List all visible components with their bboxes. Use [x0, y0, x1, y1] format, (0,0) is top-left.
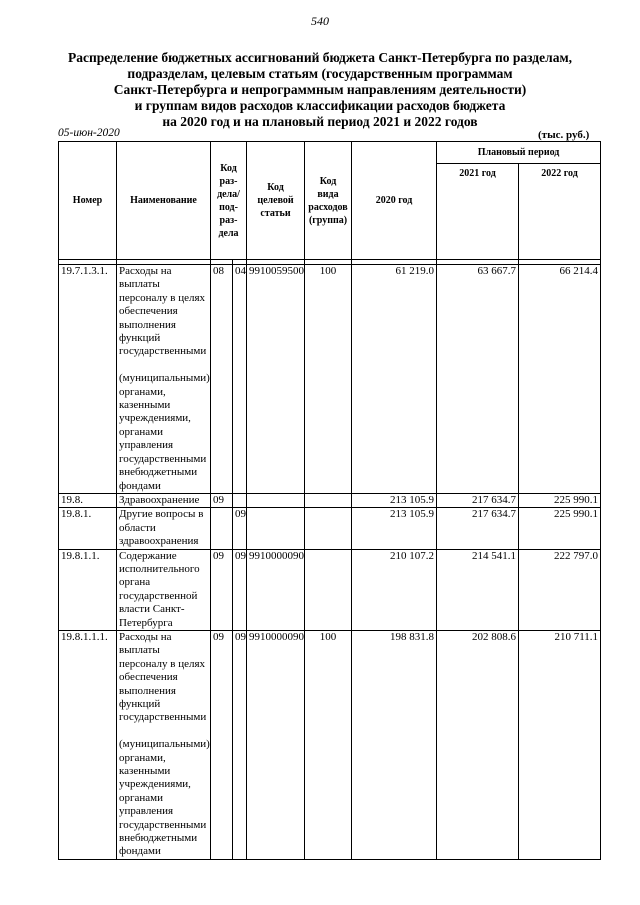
- row-subsection: 04: [233, 265, 247, 494]
- row-section: [211, 508, 233, 549]
- row-target: 9910059500: [247, 265, 305, 494]
- row-kind: 100: [305, 630, 352, 859]
- row-2020: 213 105.9: [352, 508, 437, 549]
- row-name-line: функций: [119, 332, 161, 345]
- row-name-line: Расходы на: [119, 265, 172, 277]
- row-name-line: казенными: [119, 765, 171, 778]
- header-section-line: дела/: [217, 188, 240, 200]
- row-subsection: 09: [233, 630, 247, 859]
- row-name-line: власти Санкт-: [119, 603, 185, 616]
- row-name-line: органами: [119, 791, 164, 804]
- row-name-line: государственными: [119, 452, 207, 465]
- document-title: [40, 50, 600, 130]
- header-target-line: Код: [267, 182, 284, 193]
- row-subsection: 09: [233, 508, 247, 549]
- row-name-line: выполнения: [119, 318, 176, 331]
- row-target: [247, 508, 305, 549]
- row-name-line: органами: [119, 425, 164, 438]
- row-2022: 222 797.0: [519, 549, 601, 630]
- row-name-line: государственной: [119, 589, 198, 602]
- row-name-line: (муниципальными): [119, 372, 210, 385]
- row-target: 9910000090: [247, 549, 305, 630]
- row-name-line: Здравоохранение: [119, 493, 200, 506]
- row-name-line: государственными: [119, 345, 207, 358]
- row-name-line: исполнительного: [119, 562, 200, 575]
- header-section-line: Код: [220, 162, 237, 174]
- row-name-line: персоналу в целях: [119, 657, 206, 670]
- row-name-line: органами,: [119, 385, 166, 398]
- row-name-line: государственными: [119, 818, 207, 831]
- row-name-line: фондами: [119, 845, 161, 858]
- row-name-line: [119, 359, 208, 372]
- row-2021: 63 667.7: [437, 265, 519, 494]
- budget-table: [58, 141, 601, 860]
- header-2020: 2020 год: [352, 142, 437, 260]
- row-name: [117, 630, 211, 859]
- row-2022: 225 990.1: [519, 508, 601, 549]
- header-kind-line: Код: [319, 175, 337, 187]
- header-planned-period: Плановый период: [437, 142, 601, 164]
- row-name-line: Содержание: [119, 549, 177, 562]
- header-kind-line: (группа): [308, 214, 348, 226]
- row-kind: [305, 549, 352, 630]
- row-name-line: обеспечения: [119, 305, 178, 318]
- title-line: Санкт-Петербурга и непрограммным направлениям деятельности): [113, 82, 527, 97]
- header-section-line: дела: [218, 227, 239, 239]
- table-row: [59, 630, 601, 859]
- row-name-line: обеспечения: [119, 671, 178, 684]
- row-2020: 213 105.9: [352, 493, 437, 507]
- row-2020: 198 831.8: [352, 630, 437, 859]
- row-2022: 225 990.1: [519, 493, 601, 507]
- row-kind: [305, 508, 352, 549]
- header-2022: 2022 год: [519, 164, 601, 260]
- units-label: (тыс. руб.): [538, 129, 590, 141]
- row-name-line: казенными: [119, 399, 171, 412]
- row-name-line: области: [119, 521, 156, 534]
- page-number: 540: [311, 14, 329, 28]
- row-number: 19.8.: [59, 493, 117, 507]
- header-section-line: раз-: [219, 214, 238, 226]
- table-row: [59, 549, 601, 630]
- row-2020: 61 219.0: [352, 265, 437, 494]
- row-2021: 202 808.6: [437, 630, 519, 859]
- row-name-line: органа: [119, 576, 151, 589]
- row-2022: 66 214.4: [519, 265, 601, 494]
- row-name-line: здравоохранения: [119, 535, 199, 548]
- row-name: [117, 508, 211, 549]
- row-name: [117, 549, 211, 630]
- row-section: 09: [211, 630, 233, 859]
- header-kind: [305, 142, 352, 260]
- row-name-line: учреждениями,: [119, 778, 191, 791]
- table-row: [59, 493, 601, 507]
- row-name-line: выплаты: [119, 644, 160, 657]
- row-name: [117, 493, 211, 507]
- row-kind: 100: [305, 265, 352, 494]
- row-subsection: 09: [233, 549, 247, 630]
- row-name-line: государственными: [119, 711, 207, 724]
- row-kind: [305, 493, 352, 507]
- header-target-line: целевой: [257, 195, 294, 206]
- row-number: 19.8.1.1.1.: [59, 630, 117, 859]
- row-2022: 210 711.1: [519, 630, 601, 859]
- row-section: 09: [211, 493, 233, 507]
- table-row: [59, 508, 601, 549]
- header-kind-line: вида: [317, 188, 339, 200]
- table-row: [59, 265, 601, 494]
- document-date: 05-июн-2020: [58, 127, 120, 139]
- row-number: 19.8.1.1.: [59, 549, 117, 630]
- row-name-line: внебюджетными: [119, 832, 198, 845]
- row-name-line: управления: [119, 439, 174, 452]
- row-subsection: [233, 493, 247, 507]
- header-target-line: статьи: [260, 208, 291, 219]
- row-2020: 210 107.2: [352, 549, 437, 630]
- header-number: Номер: [59, 142, 117, 260]
- row-target: [247, 493, 305, 507]
- header-section-line: под-: [219, 201, 238, 213]
- row-section: 08: [211, 265, 233, 494]
- row-name-line: функций: [119, 698, 161, 710]
- row-name-line: (муниципальными): [119, 738, 210, 751]
- header-2021: 2021 год: [437, 164, 519, 260]
- title-line: Распределение бюджетных ассигнований бюджета Санкт-Петербурга по разделам,: [67, 50, 573, 65]
- row-name-line: Расходы на: [119, 630, 172, 643]
- header-section-line: раз-: [219, 175, 238, 187]
- row-name-line: учреждениями,: [119, 412, 191, 425]
- row-number: 19.8.1.: [59, 508, 117, 549]
- row-2021: 217 634.7: [437, 508, 519, 549]
- row-number: 19.7.1.3.1.: [59, 265, 117, 494]
- header-kind-line: расходов: [308, 201, 348, 213]
- row-name: [117, 265, 211, 494]
- row-name-line: выполнения: [119, 684, 176, 697]
- row-2021: 214 541.1: [437, 549, 519, 630]
- row-name-line: выплаты: [119, 278, 160, 291]
- header-name: Наименование: [117, 142, 211, 260]
- row-name-line: фондами: [119, 479, 161, 492]
- row-section: 09: [211, 549, 233, 630]
- title-line: на 2020 год и на плановый период 2021 и 2022 годов: [162, 114, 478, 129]
- row-name-line: внебюджетными: [119, 466, 198, 479]
- row-2021: 217 634.7: [437, 493, 519, 507]
- row-name-line: Другие вопросы в: [119, 508, 204, 521]
- row-name-line: Петербурга: [119, 616, 173, 629]
- title-line: подразделам, целевым статьям (государственным программам: [127, 66, 513, 81]
- row-name-line: [119, 725, 208, 738]
- header-target: [247, 142, 305, 260]
- row-name-line: персоналу в целях: [119, 291, 206, 304]
- header-section: [211, 142, 247, 260]
- row-target: 9910000090: [247, 630, 305, 859]
- row-name-line: органами,: [119, 751, 166, 764]
- row-name-line: управления: [119, 805, 174, 818]
- title-line: и группам видов расходов классификации расходов бюджета: [134, 98, 506, 113]
